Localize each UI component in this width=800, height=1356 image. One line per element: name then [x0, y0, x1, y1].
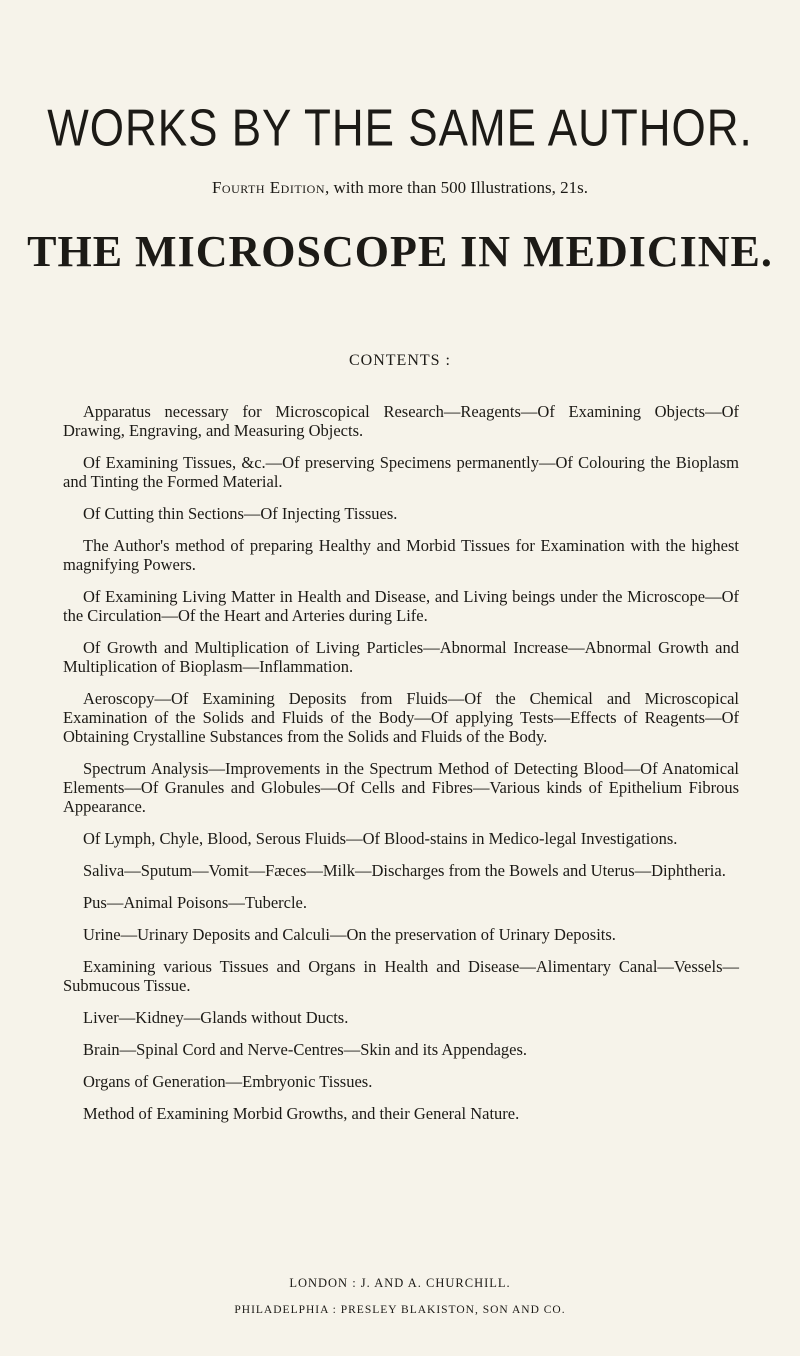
contents-item: Urine—Urinary Deposits and Calculi—On the preservation of Urinary Deposits.	[83, 925, 616, 944]
contents-item: Of Examining Living Matter in Health and Disease, and Living beings under the Microscope—Of the Circulation—Of the Heart and Arteries during Life.	[63, 587, 739, 625]
contents-item: Of Growth and Multiplication of Living Particles—Abnormal Increase—Abnormal Growth and Multiplication of Bioplasm—Inflammation.	[63, 638, 739, 676]
contents-list	[63, 402, 739, 1136]
contents-item: Saliva—Sputum—Vomit—Fæces—Milk—Discharges from the Bowels and Uterus—Diphtheria.	[83, 861, 726, 880]
contents-item: Examining various Tissues and Organs in Health and Disease—Alimentary Canal—Vessels—Submucous Tissue.	[63, 957, 739, 995]
book-title: THE MICROSCOPE IN MEDICINE.	[27, 227, 773, 276]
imprint-london: LONDON : J. AND A. CHURCHILL.	[289, 1276, 511, 1290]
contents-item: Spectrum Analysis—Improvements in the Spectrum Method of Detecting Blood—Of Anatomical Elements—Of Granules and Globules—Of Cells and Fibres—Various kinds of Epithelium Fibrous Appearance.	[63, 759, 739, 816]
contents-item: Of Examining Tissues, &c.—Of preserving Specimens permanently—Of Colouring the Bioplasm and Tinting the Formed Material.	[63, 453, 739, 491]
contents-item: Liver—Kidney—Glands without Ducts.	[83, 1008, 349, 1027]
edition-line	[0, 178, 800, 198]
contents-item: Aeroscopy—Of Examining Deposits from Fluids—Of the Chemical and Microscopical Examination of the Solids and Fluids of the Body—Of applying Tests—Effects of Reagents—Of Obtaining Crystalline Substances from the Solids and Fluids of the Body.	[63, 689, 739, 746]
contents-item: Apparatus necessary for Microscopical Research—Reagents—Of Examining Objects—Of Drawing, Engraving, and Measuring Objects.	[63, 402, 739, 440]
edition-label: Fourth Edition	[211, 178, 325, 197]
contents-item: Pus—Animal Poisons—Tubercle.	[83, 893, 307, 912]
contents-heading: CONTENTS :	[349, 352, 451, 369]
contents-item: Brain—Spinal Cord and Nerve-Centres—Skin and its Appendages.	[83, 1040, 528, 1059]
contents-item: Method of Examining Morbid Growths, and their General Nature.	[83, 1104, 520, 1123]
contents-item: Of Cutting thin Sections—Of Injecting Tissues.	[83, 504, 398, 523]
page-heading: WORKS BY THE SAME AUTHOR.	[47, 99, 753, 158]
contents-item: The Author's method of preparing Healthy and Morbid Tissues for Examination with the highest magnifying Powers.	[63, 536, 739, 574]
edition-details: , with more than 500 Illustrations, 21s.	[325, 178, 589, 197]
contents-item: Of Lymph, Chyle, Blood, Serous Fluids—Of Blood-stains in Medico-legal Investigations.	[83, 829, 678, 848]
imprint-philadelphia: PHILADELPHIA : PRESLEY BLAKISTON, SON AND CO.	[234, 1304, 566, 1316]
contents-item: Organs of Generation—Embryonic Tissues.	[83, 1072, 373, 1091]
